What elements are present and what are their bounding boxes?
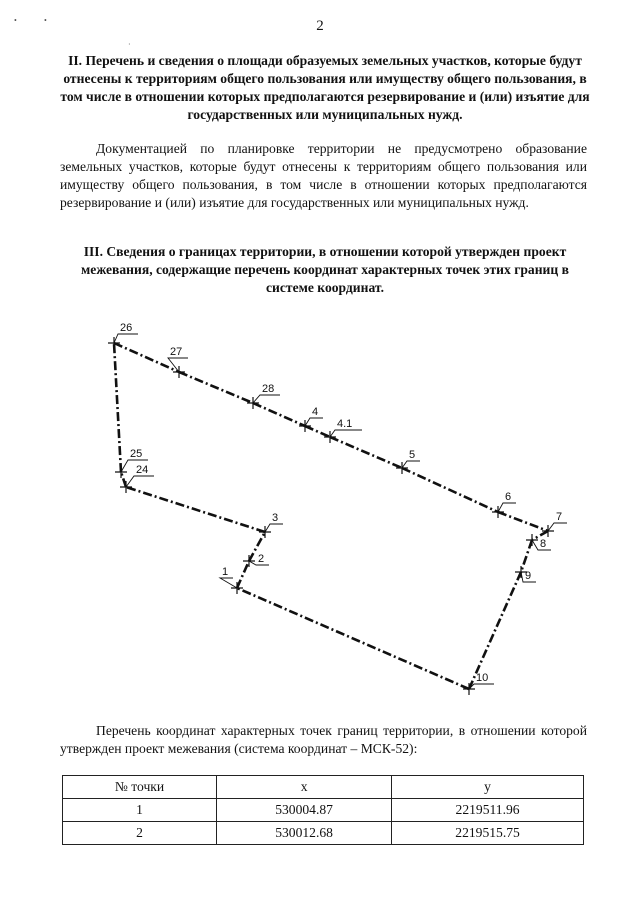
point-leader-line — [220, 578, 237, 588]
cell-point: 1 — [63, 799, 217, 822]
point-leader-line — [548, 523, 567, 531]
table-row — [63, 822, 584, 845]
column-header-y: y — [392, 776, 584, 799]
section-2-heading: II. Перечень и сведения о площади образуемых земельных участков, которые будут отнесены к территориям общего пользования или имуществу общего пользования, в том числе в отношении которых предполагаются резервирование и (или) изъятие для государственных или муниципальных нужд. — [60, 53, 590, 122]
point-leader-line — [498, 503, 516, 512]
boundary-point — [108, 322, 138, 349]
boundary-segment — [253, 403, 305, 426]
point-leader-line — [330, 430, 362, 437]
boundary-segment — [330, 437, 402, 468]
section-3-heading: III. Сведения о границах территории, в отношении которой утвержден проект межевания, содержащие перечень координат характерных точек этих границ в системе координат. — [81, 244, 569, 295]
point-label: 28 — [262, 383, 275, 395]
point-leader-line — [402, 461, 420, 468]
column-header-x: x — [217, 776, 392, 799]
column-header-point: № точки — [63, 776, 217, 799]
point-leader-line — [114, 334, 138, 343]
point-label: 10 — [476, 672, 489, 684]
point-leader-line — [305, 418, 323, 426]
boundary-segment — [179, 372, 253, 403]
point-label: 27 — [170, 346, 183, 358]
point-label: 24 — [136, 464, 149, 476]
point-label: 4.1 — [337, 418, 353, 430]
point-leader-line — [253, 395, 280, 403]
point-label: 8 — [540, 538, 547, 550]
point-leader-line — [265, 524, 283, 532]
point-label: 9 — [525, 570, 532, 582]
point-label: 3 — [272, 512, 279, 524]
boundary-segment — [521, 540, 532, 572]
point-label: 25 — [130, 448, 143, 460]
point-label: 26 — [120, 322, 133, 334]
cell-y: 2219511.96 — [392, 799, 584, 822]
table-header-row — [63, 776, 584, 799]
table-row — [63, 799, 584, 822]
cell-point: 2 — [63, 822, 217, 845]
scan-dot: · — [128, 40, 131, 49]
boundary-point — [463, 672, 494, 695]
point-leader-line — [168, 358, 188, 372]
point-label: 2 — [258, 553, 265, 565]
point-label: 1 — [222, 566, 229, 578]
point-leader-line — [126, 476, 154, 487]
boundary-point — [120, 464, 154, 493]
point-leader-line — [469, 684, 494, 689]
point-label: 7 — [556, 511, 563, 523]
boundary-segment — [402, 468, 498, 512]
boundary-points — [108, 322, 567, 695]
cell-y: 2219515.75 — [392, 822, 584, 845]
cell-x: 530004.87 — [217, 799, 392, 822]
page-number: 2 — [316, 18, 324, 34]
boundary-segment — [237, 588, 469, 689]
boundary-segment — [305, 426, 330, 437]
coordinates-table — [62, 775, 584, 845]
boundary-segment — [126, 487, 265, 532]
point-label: 4 — [312, 406, 319, 418]
point-label: 5 — [409, 449, 416, 461]
section-2-text: Документацией по планировке территории не предусмотрено образование земельных участков, которые будут отнесены к территориям общего пользования или имуществу общего пользования, в том числе в отношении которых предполагаются резервирование и (или) изъятие для государственных или муниципальных нужд. — [60, 141, 587, 210]
scan-dot: • — [44, 16, 47, 25]
boundary-segment — [121, 472, 126, 487]
boundary-segment — [237, 561, 249, 588]
point-label: 6 — [505, 491, 512, 503]
scan-dot: • — [14, 16, 17, 25]
boundary-diagram — [0, 300, 640, 710]
boundary-segment — [114, 343, 121, 472]
boundary-polygon — [114, 343, 548, 689]
boundary-point — [324, 418, 362, 443]
boundary-segment — [498, 512, 548, 531]
coordinates-list-intro: Перечень координат характерных точек границ территории, в отношении которой утвержден проект межевания (система координат – МСК-52): — [60, 723, 587, 756]
boundary-point — [247, 383, 280, 409]
cell-x: 530012.68 — [217, 822, 392, 845]
